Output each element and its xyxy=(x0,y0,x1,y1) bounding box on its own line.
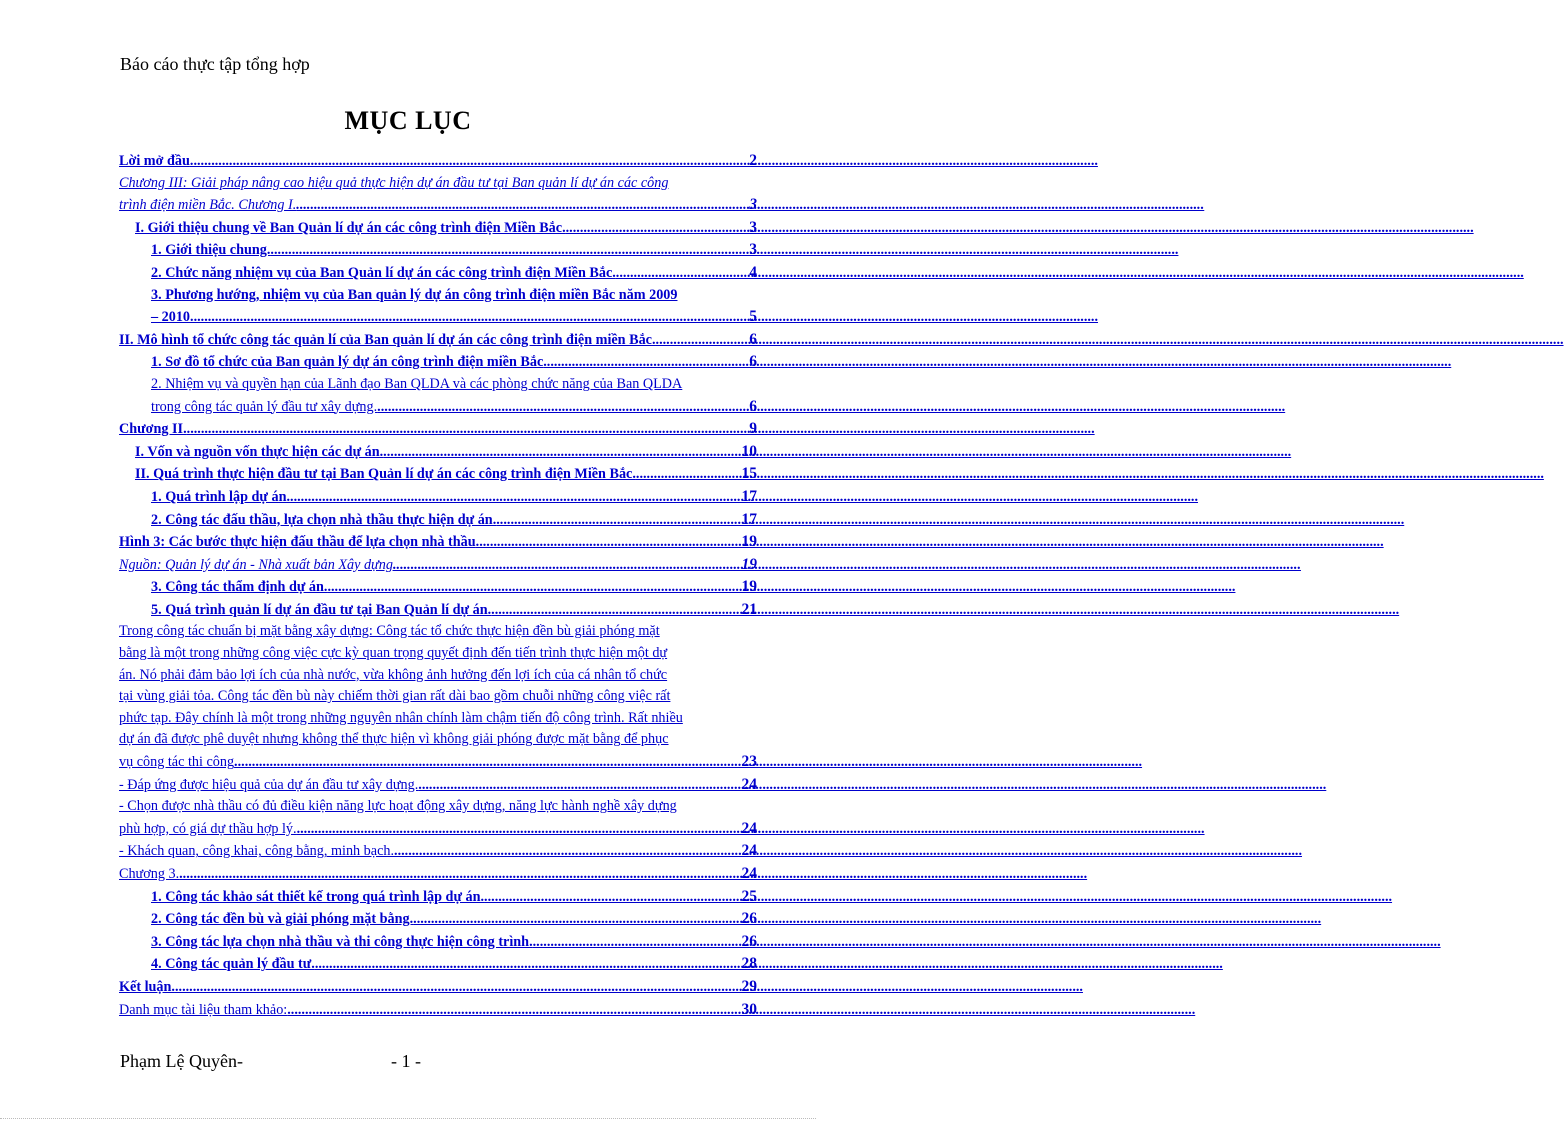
toc-dot-leader xyxy=(636,464,742,486)
toc-entry[interactable] xyxy=(119,351,757,374)
toc-page-number: 24 xyxy=(741,842,757,860)
toc-entry-text-line: 3. Phương hướng, nhiệm vụ của Ban quản lý dự án công trình điện miền Bắc năm 2009 xyxy=(151,286,678,303)
toc-dot-leader xyxy=(234,752,741,774)
toc-entry[interactable] xyxy=(119,599,757,622)
toc-entry-title: – 2010 xyxy=(151,309,191,326)
toc-entry-line xyxy=(119,194,757,217)
toc-page-number: 2 xyxy=(749,152,757,169)
toc-page-number: 6 xyxy=(749,397,757,415)
toc-entry-title: - Khách quan, công khai, công bằng, minh bạch. xyxy=(119,843,395,860)
toc-entry-title: phù hợp, có giá dự thầu hợp lý. xyxy=(119,820,297,837)
toc-entry-title: Lời mở đầu xyxy=(119,153,190,169)
toc-page-number: 15 xyxy=(741,465,757,483)
toc-entry-title: Chương II. xyxy=(119,421,187,438)
toc-entry-line xyxy=(119,329,757,352)
toc-page-number: 26 xyxy=(741,910,757,928)
toc-entry-title: II. Quá trình thực hiện đầu tư tại Ban Quản lí dự án các công trình điện Miền Bắc. xyxy=(135,466,636,483)
toc-dot-leader xyxy=(656,330,750,352)
toc-entry-line xyxy=(119,999,757,1022)
toc-dot-leader xyxy=(175,977,742,999)
toc-entry-title: 2. Công tác đền bù và giải phóng mặt bằng. xyxy=(151,911,414,928)
toc-entry-text-line: - Chọn được nhà thầu có đủ điều kiện năng lực hoạt động xây dựng, năng lực hành nghề xây dựng xyxy=(119,798,677,815)
toc-entry-title: Nguồn: Quản lý dự án - Nhà xuất bản Xây dựng xyxy=(119,556,393,573)
toc-page-number: 6 xyxy=(749,330,757,348)
toc-entry[interactable] xyxy=(119,285,757,329)
toc-page-number: 10 xyxy=(741,442,757,460)
toc-dot-leader xyxy=(543,352,749,374)
toc-entry[interactable] xyxy=(119,173,757,217)
toc-entry[interactable] xyxy=(119,576,757,599)
toc-page-number: 4 xyxy=(749,263,757,281)
toc-entry-title: 1. Giới thiệu chung. xyxy=(151,242,271,259)
toc-entry-line xyxy=(119,976,757,999)
toc-dot-leader xyxy=(496,510,741,532)
toc-entry[interactable] xyxy=(119,840,757,863)
document-header: Báo cáo thực tập tổng hợp xyxy=(120,54,310,74)
toc-entry[interactable] xyxy=(119,908,757,931)
toc-page-number: 24 xyxy=(741,775,757,793)
toc-entry[interactable] xyxy=(119,329,757,352)
toc-page-number: 3 xyxy=(749,196,757,214)
toc-entry-title: 2. Công tác đấu thầu, lựa chọn nhà thầu thực hiện dự án. xyxy=(151,511,497,528)
toc-dot-leader xyxy=(418,775,741,797)
toc-page-number: 9 xyxy=(749,420,757,438)
toc-entry[interactable] xyxy=(119,774,757,797)
toc-dot-leader xyxy=(327,577,741,599)
toc-entry-line xyxy=(151,262,757,285)
toc-page-number: 30 xyxy=(741,1000,757,1018)
toc-entry-line xyxy=(119,863,757,886)
toc-entry-title: Kết luận. xyxy=(119,978,175,995)
toc-entry-line xyxy=(119,751,757,774)
toc-entry[interactable] xyxy=(119,441,757,464)
toc-page-number: 24 xyxy=(741,865,757,882)
toc-entry-line xyxy=(151,908,757,931)
toc-entry-title: 1. Công tác khảo sát thiết kế trong quá trình lập dự án. xyxy=(151,888,485,905)
toc-dot-leader xyxy=(476,532,742,554)
toc-entry-title: 5. Quá trình quản lí dự án đầu tư tại Ban Quản lí dự án. xyxy=(151,601,492,618)
toc-entry-title: Chương 3. xyxy=(119,866,180,882)
toc-entry[interactable] xyxy=(119,863,757,886)
toc-entry-line xyxy=(151,306,757,329)
toc-dot-leader xyxy=(616,263,749,285)
toc-entry[interactable] xyxy=(119,931,757,954)
toc-dot-leader xyxy=(413,909,741,931)
toc-dot-leader xyxy=(290,487,741,509)
toc-entry[interactable] xyxy=(119,953,757,976)
toc-entry[interactable] xyxy=(119,509,757,532)
toc-dot-leader xyxy=(179,864,741,886)
toc-entry[interactable] xyxy=(119,531,757,554)
toc-entry-line xyxy=(151,599,757,622)
toc-dot-leader xyxy=(187,419,750,441)
toc-entry-title: 3. Công tác lựa chọn nhà thầu và thi công thực hiện công trình. xyxy=(151,933,533,950)
toc-dot-leader xyxy=(394,841,741,863)
toc-dot-leader xyxy=(190,307,749,329)
toc-entry-line xyxy=(119,531,757,554)
toc-dot-leader xyxy=(383,442,741,464)
toc-entry-text-line: phức tạp. Đây chính là một trong những nguyên nhân chính làm chậm tiến độ công trình. Rất nhiều xyxy=(119,709,683,726)
toc-dot-leader xyxy=(297,819,742,841)
toc-dot-leader xyxy=(533,932,742,954)
toc-entry-text-line: án. Nó phải đảm bảo lợi ích của nhà nước, vừa không ảnh hưởng đến lợi ích của cá nhân tổ chức xyxy=(119,666,668,683)
toc-entry-text-line: 2. Nhiệm vụ và quyền hạn của Lãnh đạo Ban QLDA và các phòng chức năng của Ban QLDA xyxy=(151,375,683,392)
toc-entry[interactable] xyxy=(119,486,757,509)
toc-page-number: 19 xyxy=(741,555,757,573)
toc-entry-title: trình điện miền Bắc. Chương I. xyxy=(119,197,297,214)
toc-page-number: 24 xyxy=(741,819,757,837)
toc-page-number: 29 xyxy=(741,977,757,995)
toc-entry-line xyxy=(151,509,757,532)
toc-entry-title: 4. Công tác quản lý đầu tư. xyxy=(151,956,315,973)
toc-page-number: 17 xyxy=(741,510,757,528)
toc-entry-line xyxy=(119,554,757,577)
toc-entry[interactable] xyxy=(119,150,757,173)
toc-entry-title: 3. Công tác thẩm định dự án. xyxy=(151,579,328,596)
toc-entry[interactable] xyxy=(119,374,757,418)
toc-entry-line xyxy=(135,441,757,464)
toc-entry[interactable] xyxy=(119,239,757,262)
toc-page-number: 23 xyxy=(741,753,757,771)
toc-dot-leader xyxy=(393,555,742,577)
toc-dot-leader xyxy=(484,887,741,909)
footer-page-number: - 1 - xyxy=(391,1051,421,1071)
toc-entry[interactable] xyxy=(119,796,757,840)
toc-entry-line xyxy=(119,840,757,863)
toc-dot-leader xyxy=(287,1000,741,1022)
toc-entry-line xyxy=(119,418,757,441)
toc-entry-text-line: tại vùng giải tỏa. Công tác đền bù này chiếm thời gian rất dài bao gồm chuỗi những công việc rất xyxy=(119,688,671,705)
toc-entry-line xyxy=(151,886,757,909)
toc-entry-line xyxy=(119,818,757,841)
toc-entry[interactable] xyxy=(119,976,757,999)
toc-entry-title: 1. Quá trình lập dự án. xyxy=(151,488,291,505)
toc-entry-line xyxy=(151,576,757,599)
toc-entry[interactable] xyxy=(119,621,757,773)
toc-entry[interactable] xyxy=(119,999,757,1022)
toc-entry-line xyxy=(151,396,757,419)
footer-author: Phạm Lệ Quyên- xyxy=(120,1051,243,1071)
toc-entry-title: 1. Sơ đồ tổ chức của Ban quản lý dự án công trình điện miền Bắc xyxy=(151,354,544,371)
toc-dot-leader xyxy=(377,397,749,419)
toc-page-number: 3 xyxy=(749,241,757,259)
toc-entry-text-line: Trong công tác chuẩn bị mặt bằng xây dựng: Công tác tổ chức thực hiện đền bù giải phóng mặt xyxy=(119,623,660,640)
toc-entry-title: Danh mục tài liệu tham khảo: xyxy=(119,1001,288,1018)
toc-entry-line xyxy=(151,486,757,509)
toc-dot-leader xyxy=(270,240,749,262)
toc-entry-line xyxy=(119,150,757,173)
toc-entry[interactable] xyxy=(119,463,757,486)
toc-entry-title: I. Vốn và nguồn vốn thực hiện các dự án. xyxy=(135,443,384,460)
toc-entry-text-line: dự án đã được phê duyệt nhưng không thể thực hiện vì không giải phóng được mặt bằng để phục xyxy=(119,731,669,748)
toc-entry-title: vụ công tác thi công xyxy=(119,754,235,771)
toc-entry-line xyxy=(151,931,757,954)
toc-entry[interactable] xyxy=(119,418,757,441)
toc-entry-title: trong công tác quản lý đầu tư xây dựng. xyxy=(151,398,378,415)
toc-dot-leader xyxy=(296,195,749,217)
toc-page-number: 5 xyxy=(749,308,757,326)
toc-entry-line xyxy=(151,239,757,262)
page-bottom-divider xyxy=(0,1118,816,1119)
toc-entry-line xyxy=(135,463,757,486)
table-of-contents xyxy=(119,150,757,1021)
toc-page-number: 3 xyxy=(749,218,757,236)
toc-entry-title: 2. Chức năng nhiệm vụ của Ban Quản lí dự án các công trình điện Miền Bắc. xyxy=(151,264,616,281)
toc-page-number: 25 xyxy=(741,887,757,905)
toc-page-number: 28 xyxy=(741,955,757,973)
toc-page-number: 6 xyxy=(749,353,757,371)
toc-dot-leader xyxy=(566,218,750,240)
toc-entry-line xyxy=(151,351,757,374)
toc-entry[interactable] xyxy=(119,554,757,577)
toc-entry[interactable] xyxy=(119,262,757,285)
toc-entry-text-line: bằng là một trong những công việc cực kỳ quan trọng quyết định đến tiến trình thực hiện một dự xyxy=(119,645,668,662)
toc-page-number: 17 xyxy=(741,487,757,505)
toc-page-number: 19 xyxy=(741,578,757,596)
toc-entry-line xyxy=(151,953,757,976)
toc-dot-leader xyxy=(491,600,741,622)
toc-entry-title: Hình 3: Các bước thực hiện đấu thầu để lựa chọn nhà thầu xyxy=(119,534,476,551)
toc-entry-line xyxy=(135,217,757,240)
toc-entry[interactable] xyxy=(119,886,757,909)
toc-page-number: 19 xyxy=(741,533,757,551)
toc-entry-title: - Đáp ứng được hiệu quả của dự án đầu tư xây dựng. xyxy=(119,776,419,793)
toc-entry-title: II. Mô hình tổ chức công tác quản lí của Ban quản lí dự án các công trình điện miền Bắc. xyxy=(119,331,656,348)
toc-dot-leader xyxy=(190,151,749,173)
toc-page-number: 26 xyxy=(741,932,757,950)
toc-entry-line xyxy=(119,774,757,797)
page-title: MỤC LỤC xyxy=(344,106,472,135)
toc-page-number: 21 xyxy=(741,600,757,618)
toc-entry-title: I. Giới thiệu chung về Ban Quản lí dự án các công trình điện Miền Bắc. xyxy=(135,219,566,236)
toc-entry-text-line: Chương III: Giải pháp nâng cao hiệu quả thực hiện dự án đầu tư tại Ban quản lí dự án các công xyxy=(119,174,669,191)
toc-entry[interactable] xyxy=(119,217,757,240)
toc-dot-leader xyxy=(315,954,742,976)
